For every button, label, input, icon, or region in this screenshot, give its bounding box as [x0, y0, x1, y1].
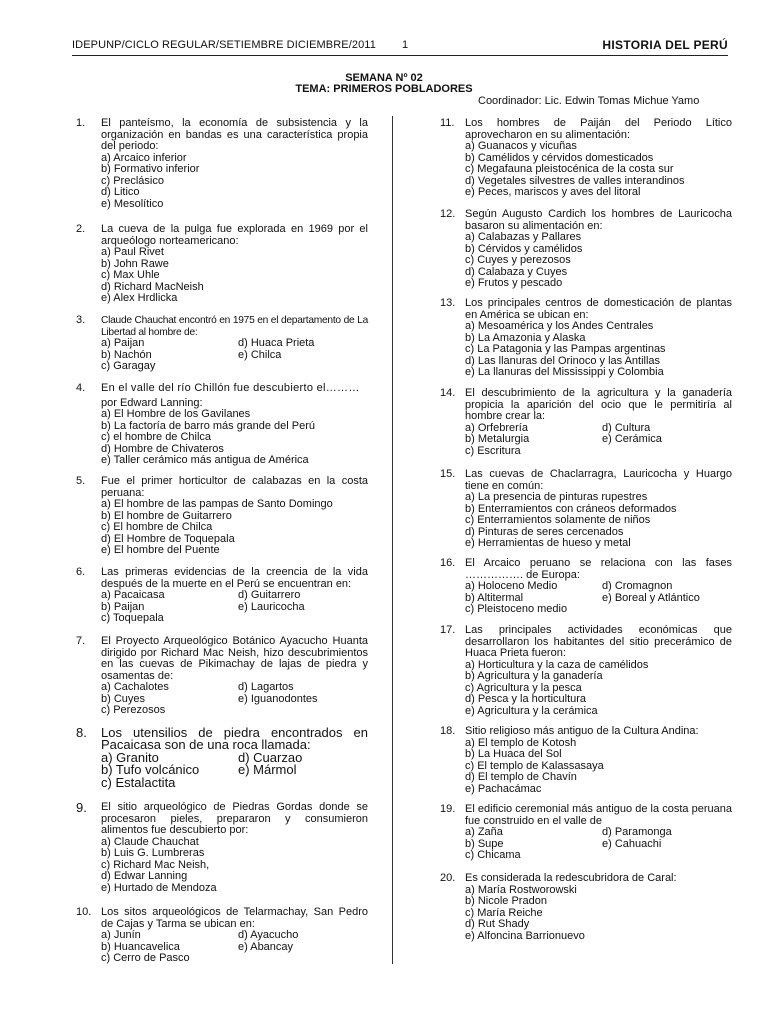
question-number: 1. — [76, 117, 86, 129]
question-6 — [76, 567, 368, 636]
question-stem: Las principales actividades económicas que desarrollaron los habitantes del sitio precerámico de Huaca Prieta fueron: — [465, 624, 732, 660]
option: a) Guanacos y vicuñas — [465, 140, 577, 153]
option: b) La factoría de barro más grande del Perú — [101, 419, 316, 432]
question-stem: El Arcaico peruano se relaciona con las fases ……………. de Europa: — [465, 557, 732, 581]
question-number: 18. — [440, 725, 456, 737]
question-20 — [440, 873, 732, 943]
questions-right-column — [440, 118, 732, 943]
question-number: 20. — [440, 872, 456, 884]
option: d) Ayacucho — [238, 929, 299, 942]
option: a) Paijan — [101, 337, 145, 350]
option: c) Preclásico — [101, 174, 164, 187]
option: c) Richard Mac Neish, — [101, 858, 210, 871]
option: a) Mesoamérica y los Andes Centrales — [465, 320, 654, 333]
header-course-info: IDEPUNP/CICLO REGULAR/SETIEMBRE DICIEMBRE/2011 — [72, 39, 376, 51]
question-3 — [76, 315, 368, 383]
option: e) Pachacámac — [465, 782, 542, 795]
option: d) Vegetales silvestres de valles interandinos — [465, 174, 685, 187]
question-number: 15. — [440, 468, 456, 480]
option: e) Cahuachi — [602, 837, 662, 850]
question-14 — [440, 388, 732, 469]
option: a) Zaña — [465, 826, 503, 839]
option: c) Toquepala — [101, 612, 164, 625]
option: d) Rut Shady — [465, 918, 530, 931]
question-19 — [440, 804, 732, 873]
option: e) Agricultura y la cerámica — [465, 704, 598, 717]
question-number: 3. — [76, 314, 86, 326]
option: b) Nachón — [101, 348, 152, 361]
question-5 — [76, 476, 368, 567]
option: c) Perezosos — [101, 704, 166, 717]
option: a) Orfebrería — [465, 421, 528, 434]
question-number: 17. — [440, 624, 456, 636]
option: d) Cromagnon — [602, 580, 673, 593]
option: b) Agricultura y la ganadería — [465, 670, 603, 683]
question-stem: Fue el primer horticultor de calabazas en la costa peruana: — [101, 475, 368, 499]
option: c) El hombre de Chilca — [101, 521, 213, 534]
option: e) Mesolítico — [101, 197, 164, 210]
option: d) Calabaza y Cuyes — [465, 265, 568, 278]
option: d) Richard MacNeish — [101, 280, 204, 293]
question-8 — [76, 727, 368, 802]
option: d) Hombre de Chivateros — [101, 442, 224, 455]
option: d) Cultura — [602, 421, 651, 434]
option: d) Huaca Prieta — [238, 337, 315, 350]
option: c) el hombre de Chilca — [101, 431, 212, 444]
option: d) Pesca y la horticultura — [465, 693, 587, 706]
question-17 — [440, 625, 732, 726]
question-number: 13. — [440, 297, 456, 309]
question-18 — [440, 726, 732, 804]
question-number: 16. — [440, 557, 456, 569]
question-12 — [440, 209, 732, 298]
option: a) Claude Chauchat — [101, 835, 199, 848]
option: e) Abancay — [238, 940, 294, 953]
question-number: 14. — [440, 387, 456, 399]
question-number: 12. — [440, 208, 456, 220]
question-number: 10. — [76, 906, 92, 918]
question-stem-continued: por Edward Lanning: — [101, 396, 203, 409]
option: b) Paijan — [101, 600, 145, 613]
option: b) Cuyes — [101, 692, 146, 705]
option: c) Estalactita — [101, 774, 176, 790]
option: e) Peces, mariscos y aves del litoral — [465, 186, 641, 199]
option: a) Granito — [101, 749, 159, 765]
question-1 — [76, 118, 368, 224]
option: a) Arcaico inferior — [101, 151, 187, 164]
option: a) El Hombre de los Gavilanes — [101, 408, 251, 421]
option: e) Frutos y pescado — [465, 277, 563, 290]
option: c) Garagay — [101, 360, 156, 373]
question-stem: Claude Chauchat encontró en 1975 en el departamento de La Libertad al hombre de: — [101, 315, 368, 338]
question-stem: La cueva de la pulga fue explorada en 1969 por el arqueólogo norteamericano: — [101, 223, 368, 247]
option: e) Taller cerámico más antigua de América — [101, 454, 309, 467]
topic-title: TEMA: PRIMEROS POBLADORES — [295, 83, 473, 95]
column-divider — [392, 116, 393, 964]
option: d) Guitarrero — [238, 589, 301, 602]
option: c) El templo de Kalassasaya — [465, 759, 604, 772]
option: b) Formativo inferior — [101, 163, 200, 176]
option: e) Alfoncina Barrionuevo — [465, 929, 585, 942]
header-subject: HISTORIA DEL PERÚ — [602, 38, 728, 52]
page-header — [72, 37, 728, 56]
option: b) Luis G. Lumbreras — [101, 847, 205, 860]
question-stem: El descubrimiento de la agricultura y la ganadería propicia la aparición del ocio que le permitiría al hombre crear la: — [465, 387, 732, 423]
question-stem: El edificio ceremonial más antiguo de la costa peruana fue construido en el valle de — [465, 803, 732, 827]
option: b) Supe — [465, 837, 504, 850]
option: b) John Rawe — [101, 257, 169, 270]
question-15 — [440, 469, 732, 558]
option: d) Las llanuras del Orinoco y las Antillas — [465, 354, 661, 367]
option: e) El hombre del Puente — [101, 544, 220, 557]
option: c) Enterramientos solamente de niños — [465, 514, 651, 527]
question-number: 9. — [76, 800, 87, 815]
option: c) Cerro de Pasco — [101, 952, 190, 965]
question-number: 4. — [76, 382, 86, 394]
question-number: 19. — [440, 803, 456, 815]
header-page-number: 1 — [402, 39, 409, 51]
option: b) La Huaca del Sol — [465, 748, 562, 761]
option: e) Chilca — [238, 348, 282, 361]
option: d) El templo de Chavín — [465, 771, 577, 784]
question-13 — [440, 298, 732, 388]
option: c) La Patagonia y las Pampas argentinas — [465, 343, 666, 356]
option: d) Lagartos — [238, 681, 294, 694]
option: e) Alex Hrdlicka — [101, 292, 178, 305]
option: c) María Reiche — [465, 906, 543, 919]
question-4 — [76, 383, 368, 476]
option: c) Max Uhle — [101, 269, 160, 282]
question-stem: El Proyecto Arqueológico Botánico Ayacucho Huanta dirigido por Richard Mac Neish, hizo descubrimientos en las cuevas de Pikimachay de lajas de piedra y osamentas de: — [101, 635, 368, 682]
option: b) Nicole Pradon — [465, 895, 547, 908]
question-stem: Los principales centros de domesticación de plantas en América se ubican en: — [465, 297, 732, 321]
option: a) Junín — [101, 929, 141, 942]
option: b) Altitermal — [465, 591, 524, 604]
question-number: 6. — [76, 566, 86, 578]
option: a) Paul Rivet — [101, 246, 164, 259]
option: b) Huancavelica — [101, 940, 180, 953]
question-stem: Sitio religioso más antiguo de la Cultura Andina: — [465, 725, 699, 737]
option: b) Enterramientos con cráneos deformados — [465, 502, 677, 515]
option: d) El Hombre de Toquepala — [101, 532, 235, 545]
option: a) Calabazas y Pallares — [465, 231, 582, 244]
option: e) Herramientas de hueso y metal — [465, 537, 631, 550]
option: a) Pacaicasa — [101, 589, 165, 602]
option: b) La Amazonia y Alaska — [465, 331, 586, 344]
option: a) El hombre de las pampas de Santo Domingo — [101, 498, 333, 511]
question-2 — [76, 224, 368, 315]
option: b) Camélidos y cérvidos domesticados — [465, 151, 654, 164]
option: a) El templo de Kotosh — [465, 736, 577, 749]
option: b) Tufo volcánico — [101, 762, 200, 778]
option: e) Boreal y Atlántico — [602, 591, 700, 604]
option: b) El hombre de Guitarrero — [101, 509, 232, 522]
question-number: 7. — [76, 635, 86, 647]
option: e) Mármol — [238, 762, 297, 778]
question-stem: Los sitos arqueológicos de Telarmachay, San Pedro de Cajas y Tarma se ubican en: — [101, 906, 368, 930]
option: c) Escritura — [465, 444, 521, 457]
question-16 — [440, 558, 732, 625]
option: e) Cerámica — [602, 433, 662, 446]
option: e) La llanuras del Mississippi y Colombia — [465, 366, 664, 379]
option: a) Holoceno Medio — [465, 580, 558, 593]
option: b) Cérvidos y camélidos — [465, 242, 583, 255]
question-number: 2. — [76, 223, 86, 235]
questions-left-column — [76, 118, 368, 965]
question-number: 11. — [440, 117, 455, 129]
option: c) Cuyes y perezosos — [465, 254, 571, 267]
option: c) Pleistoceno medio — [465, 603, 568, 616]
question-stem: Las primeras evidencias de la creencia de la vida después de la muerte en el Perú se encuentran en: — [101, 566, 368, 590]
question-stem: Es considerada la redescubridora de Caral: — [465, 872, 677, 884]
option: c) Megafauna pleistocénica de la costa sur — [465, 163, 674, 176]
question-stem: En el valle del río Chillón fue descubierto el……… — [101, 382, 360, 394]
option: a) La presencia de pinturas rupestres — [465, 491, 648, 504]
option: d) Cuarzao — [238, 749, 303, 765]
question-7 — [76, 636, 368, 727]
question-stem: Las cuevas de Chaclarragra, Lauricocha y Huargo tiene en común: — [465, 468, 732, 492]
option: d) Edwar Lanning — [101, 870, 188, 883]
option: d) Paramonga — [602, 826, 672, 839]
coordinator-line: Coordinador: Lic. Edwin Tomas Michue Yamo — [478, 95, 700, 107]
question-stem: Según Augusto Cardich los hombres de Lauricocha basaron su alimentación en: — [465, 208, 732, 232]
week-title: SEMANA Nº 02 — [345, 72, 423, 84]
question-stem: El panteísmo, la economía de subsistencia y la organización en bandas es una característica propia del periodo: — [101, 117, 368, 153]
option: a) María Rostworowski — [465, 883, 577, 896]
option: a) Horticultura y la caza de camélidos — [465, 658, 649, 671]
option: e) Lauricocha — [238, 600, 305, 613]
question-stem: Los utensilios de piedra encontrados en Pacaicasa son de una roca llamada: — [101, 725, 368, 753]
option: e) Iguanodontes — [238, 692, 318, 705]
question-10 — [76, 907, 368, 965]
option: a) Cachalotes — [101, 681, 169, 694]
option: d) Pinturas de seres cercenados — [465, 525, 624, 538]
option: c) Chicama — [465, 849, 521, 862]
option: b) Metalurgia — [465, 433, 530, 446]
question-number: 8. — [76, 725, 87, 740]
question-9 — [76, 802, 368, 907]
option: d) Litico — [101, 186, 140, 199]
question-stem: El sitio arqueológico de Piedras Gordas donde se procesaron pieles, prepararon y consumieron alimentos fue descubierto por: — [101, 801, 368, 837]
question-number: 5. — [76, 475, 86, 487]
question-11 — [440, 118, 732, 209]
option: e) Hurtado de Mendoza — [101, 881, 217, 894]
option: c) Agricultura y la pesca — [465, 681, 582, 694]
question-stem: Los hombres de Paiján del Periodo Lítico aprovecharon en su alimentación: — [465, 117, 732, 141]
